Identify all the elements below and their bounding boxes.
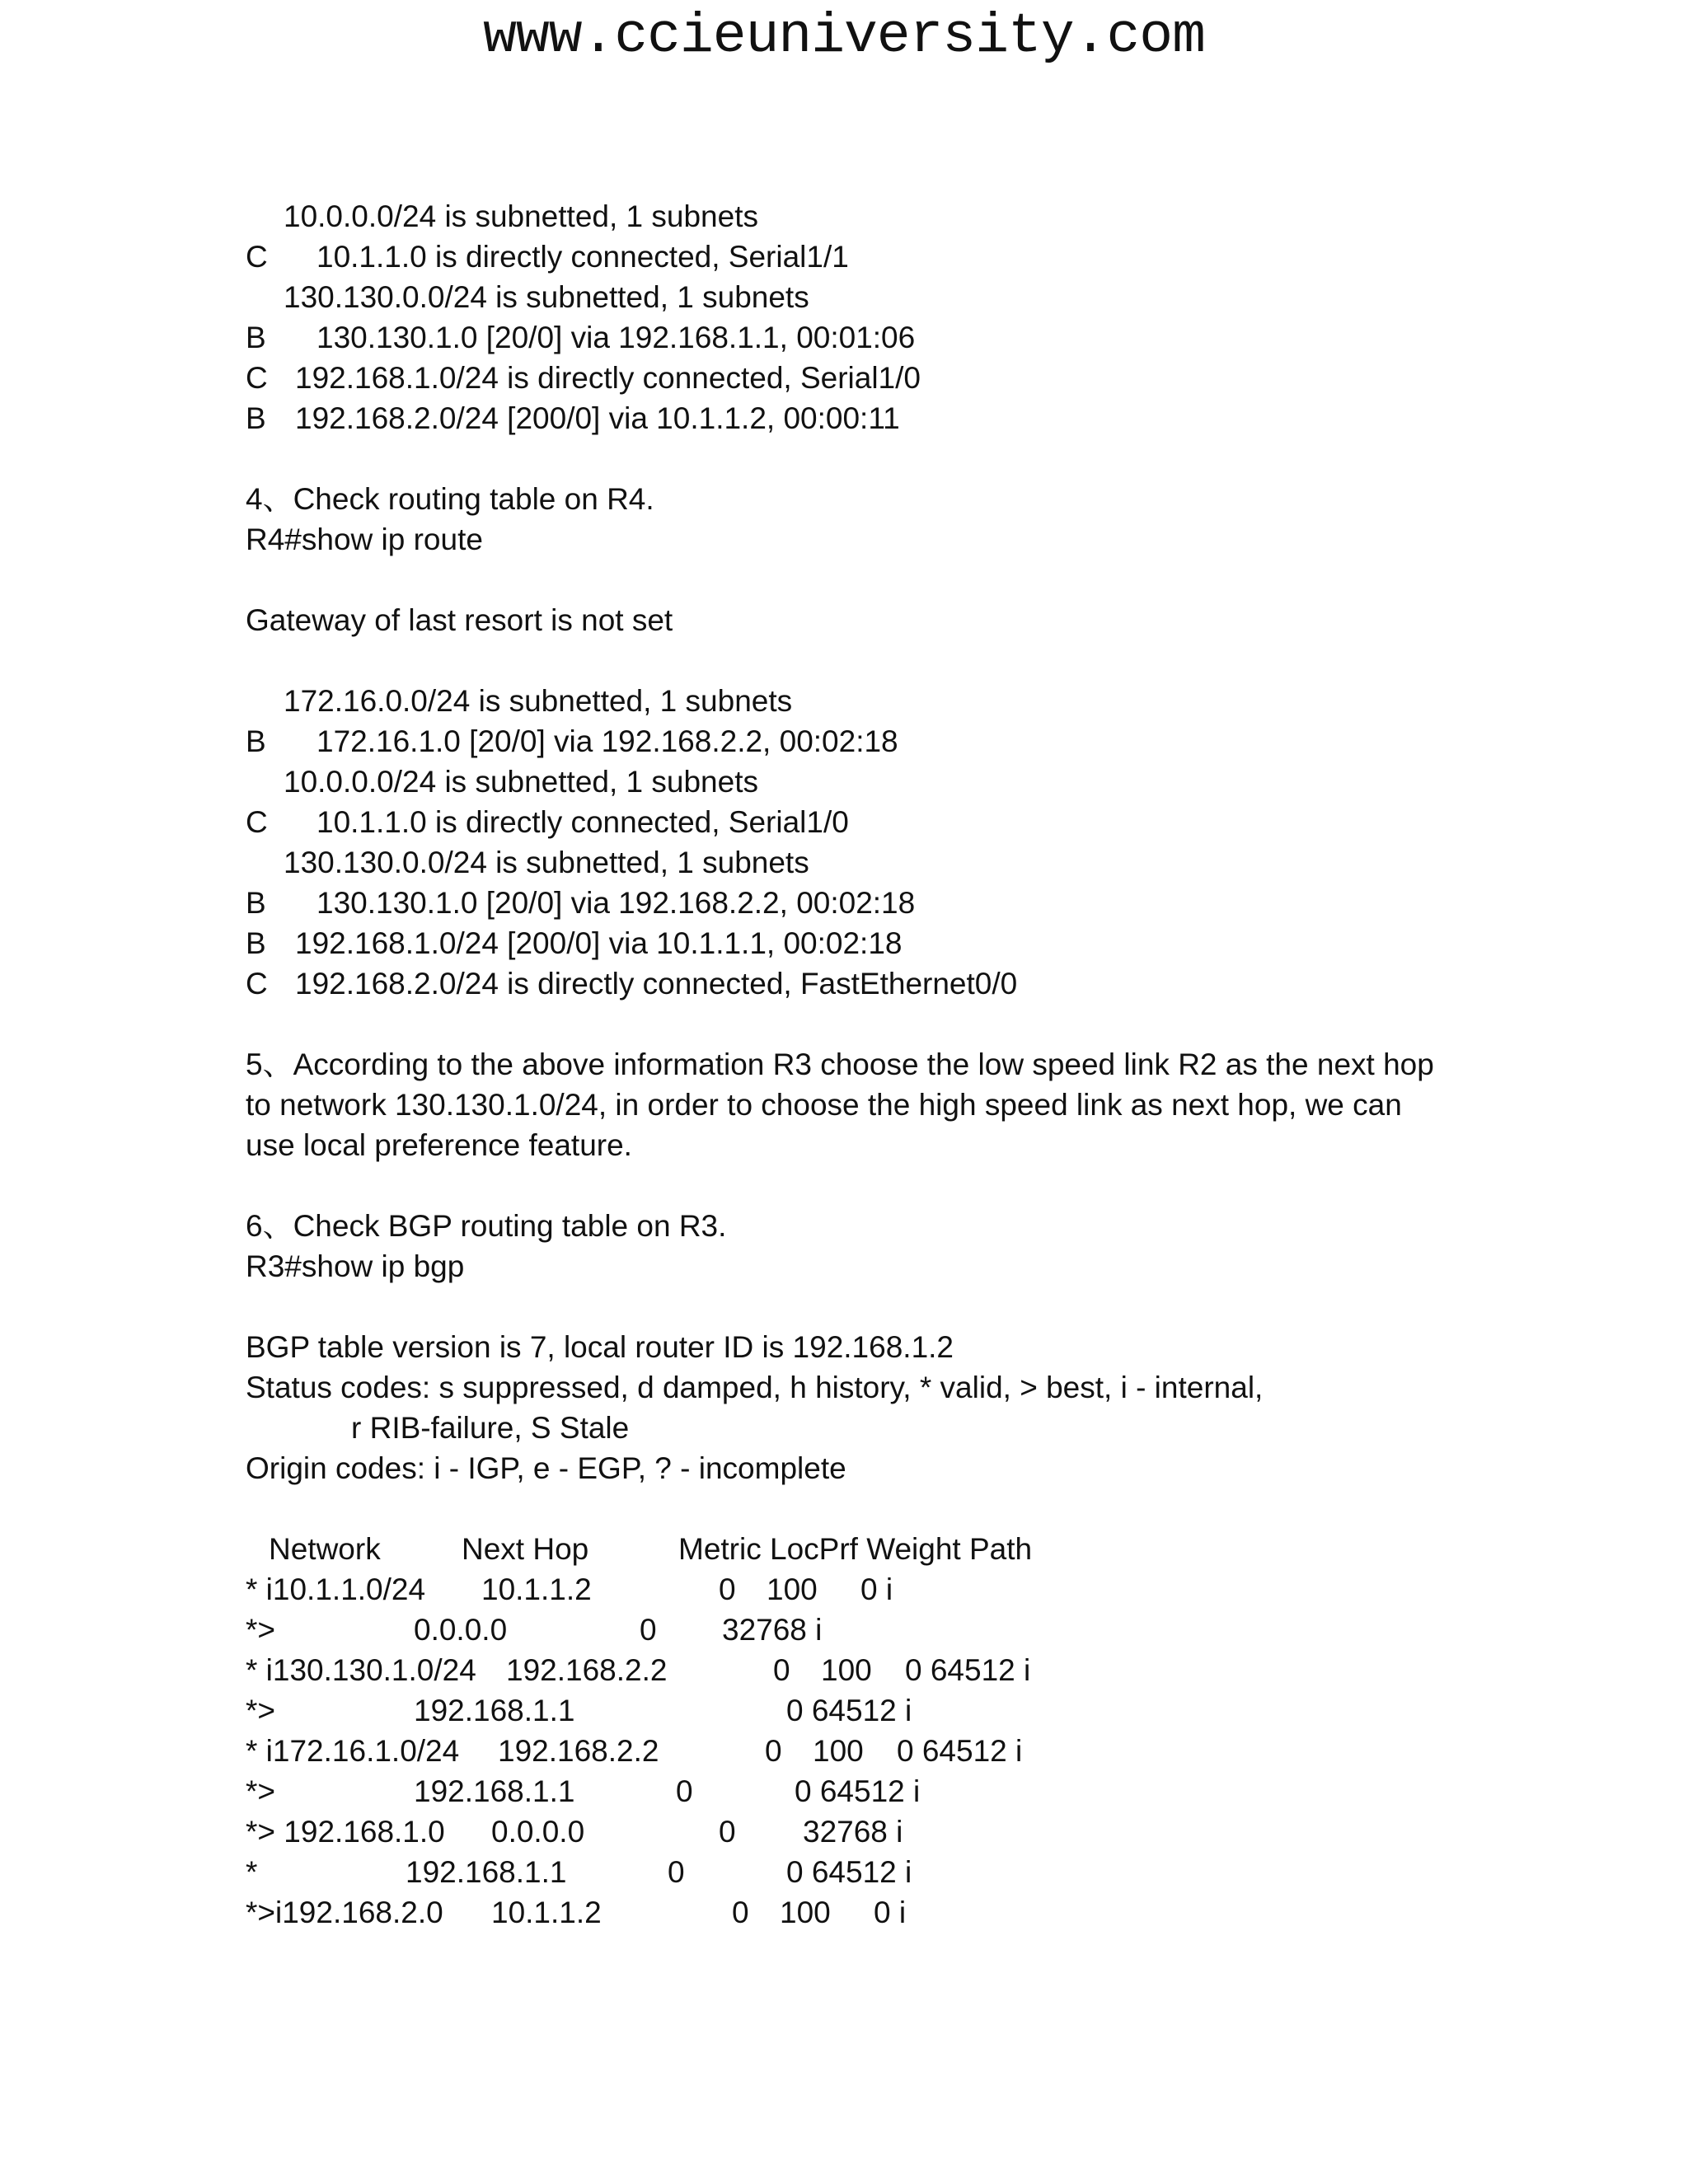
bgp-weight-path: 32768 i (722, 1613, 823, 1647)
bgp-status-codes-cont: r RIB-failure, S Stale (351, 1411, 630, 1445)
bgp-metric: 0 (773, 1653, 790, 1687)
bgp-locprf: 100 (813, 1734, 864, 1768)
route-text: 130.130.0.0/24 is subnetted, 1 subnets (284, 280, 809, 314)
bgp-next-hop: 10.1.1.2 (481, 1572, 592, 1606)
bgp-status-network: *> (246, 1774, 276, 1808)
bgp-status-network: *>i192.168.2.0 (246, 1896, 443, 1929)
route-text: 130.130.1.0 [20/0] via 192.168.1.1, 00:01:06 (316, 321, 916, 354)
step4-heading: 4、Check routing table on R4. (246, 482, 654, 516)
gateway-text: Gateway of last resort is not set (246, 603, 673, 637)
bgp-next-hop: 0.0.0.0 (491, 1815, 585, 1849)
bgp-metric: 0 (719, 1815, 736, 1849)
route-text: 130.130.1.0 [20/0] via 192.168.2.2, 00:02:18 (316, 886, 916, 920)
bgp-next-hop: 192.168.2.2 (498, 1734, 659, 1768)
bgp-table-row (246, 1731, 1531, 1771)
bgp-weight-path: 0 64512 i (897, 1734, 1023, 1768)
bgp-table-row (246, 1811, 1531, 1852)
bgp-locprf: 100 (767, 1572, 818, 1606)
bgp-metric: 0 (676, 1774, 693, 1808)
bgp-locprf: 100 (821, 1653, 872, 1687)
route-code: B (246, 321, 266, 354)
route-code: C (246, 805, 268, 839)
document-body (246, 196, 1531, 1933)
route-text: 172.16.1.0 [20/0] via 192.168.2.2, 00:02:18 (316, 724, 898, 758)
route-text: 10.1.1.0 is directly connected, Serial1/1 (316, 240, 849, 274)
route-line (246, 237, 1531, 277)
bgp-status-network: *> 192.168.1.0 (246, 1815, 445, 1849)
bgp-header-network: Network (269, 1532, 381, 1566)
route-text: 192.168.2.0/24 is directly connected, FastEthernet0/0 (295, 967, 1018, 1001)
bgp-table-row (246, 1610, 1531, 1650)
bgp-table-version: BGP table version is 7, local router ID is 192.168.1.2 (246, 1330, 954, 1364)
bgp-metric: 0 (765, 1734, 782, 1768)
step6-heading: 6、Check BGP routing table on R3. (246, 1209, 727, 1243)
route-line (246, 196, 1531, 237)
bgp-status-codes: Status codes: s suppressed, d damped, h history, * valid, > best, i - internal, (246, 1371, 1264, 1404)
route-line (246, 317, 1531, 358)
route-text: 192.168.1.0/24 is directly connected, Serial1/0 (295, 361, 921, 395)
bgp-table-row (246, 1569, 1531, 1610)
route-text: 130.130.0.0/24 is subnetted, 1 subnets (284, 846, 809, 879)
route-line (246, 721, 1531, 762)
bgp-header-metric-etc: Metric LocPrf Weight Path (678, 1532, 1033, 1566)
route-text: 10.1.1.0 is directly connected, Serial1/0 (316, 805, 849, 839)
route-text: 192.168.2.0/24 [200/0] via 10.1.1.2, 00:00:11 (295, 401, 900, 435)
step5-line: use local preference feature. (246, 1128, 632, 1162)
bgp-weight-path: 0 64512 i (786, 1855, 912, 1889)
bgp-table-row (246, 1771, 1531, 1811)
route-code: B (246, 926, 266, 960)
bgp-table-row (246, 1852, 1531, 1892)
route-line (246, 923, 1531, 963)
route-line (246, 681, 1531, 721)
bgp-table-row (246, 1650, 1531, 1690)
route-line (246, 358, 1531, 398)
route-line (246, 963, 1531, 1004)
bgp-next-hop: 10.1.1.2 (491, 1896, 602, 1929)
bgp-table-header (246, 1529, 1531, 1569)
bgp-next-hop: 192.168.1.1 (406, 1855, 567, 1889)
step5-line: 5、According to the above information R3 choose the low speed link R2 as the next hop (246, 1047, 1434, 1081)
bgp-metric: 0 (732, 1896, 749, 1929)
bgp-status-network: * i172.16.1.0/24 (246, 1734, 460, 1768)
bgp-status-network: * i130.130.1.0/24 (246, 1653, 476, 1687)
bgp-weight-path: 0 64512 i (786, 1694, 912, 1727)
route-line (246, 277, 1531, 317)
route-code: C (246, 361, 268, 395)
route-line (246, 883, 1531, 923)
bgp-next-hop: 192.168.1.1 (414, 1694, 575, 1727)
bgp-weight-path: 0 i (860, 1572, 893, 1606)
bgp-status-network: *> (246, 1613, 276, 1647)
bgp-next-hop: 0.0.0.0 (414, 1613, 508, 1647)
bgp-metric: 0 (640, 1613, 657, 1647)
route-code: B (246, 401, 266, 435)
bgp-status-network: * i10.1.1.0/24 (246, 1572, 426, 1606)
bgp-next-hop: 192.168.2.2 (506, 1653, 668, 1687)
bgp-status-network: *> (246, 1694, 276, 1727)
route-code: B (246, 886, 266, 920)
route-line (246, 802, 1531, 842)
bgp-table-row (246, 1690, 1531, 1731)
route-line (246, 398, 1531, 438)
bgp-metric: 0 (719, 1572, 736, 1606)
bgp-weight-path: 0 64512 i (795, 1774, 921, 1808)
bgp-weight-path: 32768 i (803, 1815, 903, 1849)
route-code: C (246, 967, 268, 1001)
bgp-origin-codes: Origin codes: i - IGP, e - EGP, ? - incomplete (246, 1451, 846, 1485)
step6-command: R3#show ip bgp (246, 1249, 465, 1283)
route-code: C (246, 240, 268, 274)
bgp-weight-path: 0 64512 i (905, 1653, 1031, 1687)
bgp-status-codes-cont-line (246, 1408, 1531, 1448)
route-text: 172.16.0.0/24 is subnetted, 1 subnets (284, 684, 793, 718)
bgp-metric: 0 (668, 1855, 685, 1889)
bgp-status-network: * (246, 1855, 258, 1889)
bgp-next-hop: 192.168.1.1 (414, 1774, 575, 1808)
route-text: 10.0.0.0/24 is subnetted, 1 subnets (284, 199, 758, 233)
bgp-weight-path: 0 i (874, 1896, 907, 1929)
route-text: 192.168.1.0/24 [200/0] via 10.1.1.1, 00:02:18 (295, 926, 903, 960)
route-line (246, 842, 1531, 883)
bgp-locprf: 100 (780, 1896, 831, 1929)
route-code: B (246, 724, 266, 758)
step4-command: R4#show ip route (246, 523, 483, 556)
bgp-table-row (246, 1892, 1531, 1933)
site-header: www.ccieuniversity.com (483, 5, 1205, 68)
route-line (246, 762, 1531, 802)
bgp-header-next-hop: Next Hop (462, 1532, 589, 1566)
route-text: 10.0.0.0/24 is subnetted, 1 subnets (284, 765, 758, 799)
step5-line: to network 130.130.1.0/24, in order to choose the high speed link as next hop, we can (246, 1088, 1402, 1122)
